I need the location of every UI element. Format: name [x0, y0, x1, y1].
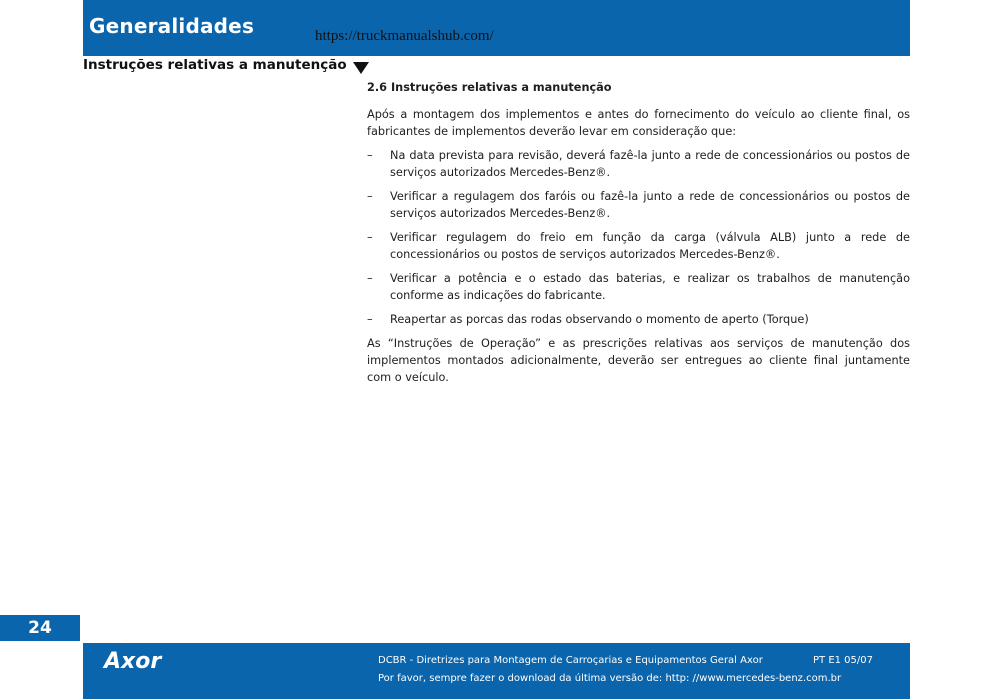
dash-marker: – [367, 272, 373, 285]
footer-bar [83, 643, 910, 699]
content-body [367, 79, 910, 393]
dash-marker: – [367, 313, 373, 326]
bullet-list [367, 147, 910, 328]
section-heading [83, 56, 369, 74]
list-item-text: Verificar a potência e o estado das baterias, e realizar os trabalhos de manutenção conforme as indicações do fabricante. [390, 272, 910, 302]
triangle-down-icon [353, 62, 369, 74]
closing-paragraph: As “Instruções de Operação” e as prescrições relativas aos serviços de manutenção dos implementos montados adicionalmente, deverão ser entregues ao cliente final juntamente com o veículo. [367, 337, 910, 384]
list-item-text: Verificar a regulagem dos faróis ou fazê-la junto a rede de concessionários ou postos de serviços autorizados Mercedes-Benz®. [390, 190, 910, 220]
list-item [367, 270, 910, 304]
subheading: 2.6 Instruções relativas a manutenção [367, 81, 612, 94]
list-item [367, 311, 910, 328]
list-item-text: Verificar regulagem do freio em função da carga (válvula ALB) junto a rede de concessionários ou postos de serviços autorizados Mercedes-Benz®. [390, 231, 910, 261]
list-item-text: Reapertar as porcas das rodas observando o momento de aperto (Torque) [390, 313, 809, 326]
footer-document-code: PT E1 05/07 [813, 655, 873, 666]
list-item [367, 229, 910, 263]
page-number-box [0, 615, 80, 641]
footer-document-title: DCBR - Diretrizes para Montagem de Carroçarias e Equipamentos Geral Axor [378, 655, 763, 666]
header-bar [83, 0, 910, 56]
section-heading-text: Instruções relativas a manutenção [83, 57, 347, 73]
dash-marker: – [367, 190, 373, 203]
list-item [367, 147, 910, 181]
list-item-text: Na data prevista para revisão, deverá fazê-la junto a rede de concessionários ou postos de serviços autorizados Mercedes-Benz®. [390, 149, 910, 179]
footer-download-note[interactable]: Por favor, sempre fazer o download da última versão de: http: //www.mercedes-benz.com.br [378, 673, 842, 684]
list-item [367, 188, 910, 222]
watermark-url[interactable]: https://truckmanualshub.com/ [315, 28, 494, 44]
dash-marker: – [367, 149, 373, 162]
page-number: 24 [28, 618, 52, 638]
dash-marker: – [367, 231, 373, 244]
footer-brand-logo: Axor [104, 649, 162, 674]
header-title: Generalidades [89, 14, 255, 38]
intro-paragraph: Após a montagem dos implementos e antes do fornecimento do veículo ao cliente final, os fabricantes de implementos deverão levar em consideração que: [367, 108, 910, 138]
